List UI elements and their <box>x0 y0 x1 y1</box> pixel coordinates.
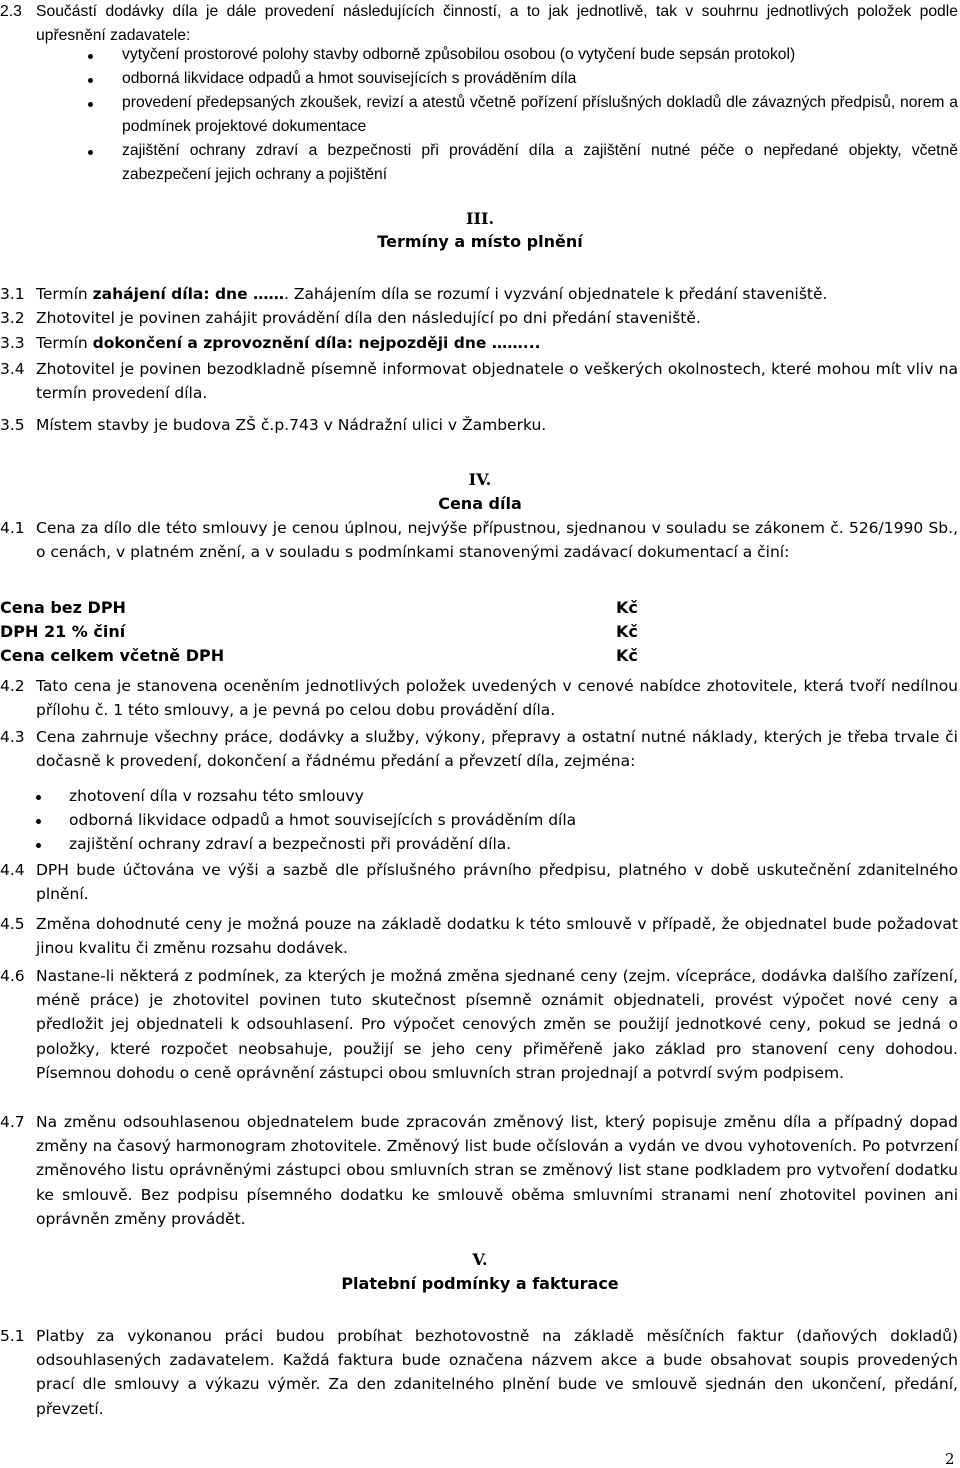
clause-text: Zhotovitel je povinen bezodkladně písemně informovat objednatele o veškerých okolnostech, které mohou mít vliv na termín provedení díla. <box>36 360 958 403</box>
clause-number: 3.3 <box>0 334 25 352</box>
price-label: DPH 21 % činí <box>0 622 126 641</box>
clause-4-7 <box>0 1110 958 1231</box>
bullet-icon <box>88 78 93 83</box>
clause-number: 4.4 <box>0 861 25 879</box>
clause-number: 4.5 <box>0 915 25 933</box>
clause-3-3 <box>0 331 958 355</box>
bullet-icon <box>88 54 93 59</box>
list-item-text: vytyčení prostorové polohy stavby odborně způsobilou osobou (o vytyčení bude sepsán protokol) <box>122 46 796 63</box>
clause-number: 3.4 <box>0 360 25 378</box>
clause-text: Cena za dílo dle této smlouvy je cenou úplnou, nejvýše přípustnou, sjednanou v souladu se zákonem č. 526/1990 Sb., o cenách, v platném znění, a v souladu s podmínkami stanovenými zadávací dokumentací a činí: <box>36 519 958 562</box>
section-title: Termíny a místo plnění <box>377 232 583 251</box>
clause-text: Tato cena je stanovena oceněním jednotlivých položek uvedených v cenové nabídce zhotovitele, která tvoří nedílnou přílohu č. 1 této smlouvy, a je pevná po celou dobu provádění díla. <box>36 677 958 720</box>
clause-text: Zhotovitel je povinen zahájit provádění díla den následující po dni předání staveniště. <box>36 309 701 327</box>
list-item-text: odborná likvidace odpadů a hmot souvisejících s prováděním díla <box>122 70 577 87</box>
clause-text: Na změnu odsouhlasenou objednatelem bude zpracován změnový list, který popisuje změnu díla a případný dopad změny na časový harmonogram zhotovitele. Změnový list bude očíslován a vydán ve dvou vyhotoveních. Po potvrzení změnového listu oprávněnými zástupci obou smluvních stran se změnový list stane podkladem pro vytvoření dodatku ke smlouvě. Bez podpisu písemného dodatku ke smlouvě oběma smluvními stranami není zhotovitel povinen ani oprávněn změny provádět. <box>36 1113 958 1228</box>
clause-number: 4.6 <box>0 967 25 985</box>
clause-number: 3.1 <box>0 285 25 303</box>
clause-4-2 <box>0 674 958 722</box>
list-item-text: odborná likvidace odpadů a hmot souvisejících s prováděním díla <box>69 811 577 829</box>
section-number: V. <box>472 1250 488 1269</box>
clause-5-1 <box>0 1324 958 1421</box>
clause-4-1 <box>0 516 958 564</box>
clause-text: Součástí dodávky díla je dále provedení následujících činností, a to jak jednotlivě, tak v souhrnu jednotlivých položek podle upřesnění zadavatele: <box>36 3 958 45</box>
list-item-text: zhotovení díla v rozsahu této smlouvy <box>69 787 364 805</box>
clause-text: Termín dokončení a zprovoznění díla: nejpozději dne ……... <box>36 334 541 352</box>
clause-number: 5.1 <box>0 1327 25 1345</box>
price-unit: Kč <box>616 622 638 641</box>
clause-text: DPH bude účtována ve výši a sazbě dle příslušného právního předpisu, platného v době uskutečnění zdanitelného plnění. <box>36 861 958 904</box>
clause-number: 3.2 <box>0 309 25 327</box>
price-unit: Kč <box>616 598 638 617</box>
bullet-icon <box>88 150 93 155</box>
section-title: Platební podmínky a fakturace <box>341 1274 619 1293</box>
clause-4-6 <box>0 964 958 1085</box>
clause-number: 4.7 <box>0 1113 25 1131</box>
clause-3-5 <box>0 413 958 437</box>
section-number: III. <box>465 209 495 228</box>
price-label: Cena celkem včetně DPH <box>0 646 225 665</box>
page-number: 2 <box>945 1450 955 1468</box>
list-item-text: zajištění ochrany zdraví a bezpečnosti při provádění díla a zajištění nutné péče o nepředané objekty, včetně zabezpečení jejich ochrany a pojištění <box>122 142 958 184</box>
bullet-icon <box>36 843 41 848</box>
section-title: Cena díla <box>438 494 522 513</box>
clause-number: 3.5 <box>0 416 25 434</box>
clause-3-4 <box>0 357 958 405</box>
bullet-icon <box>88 102 93 107</box>
clause-3-1 <box>0 282 958 306</box>
clause-number: 4.2 <box>0 677 25 695</box>
price-label: Cena bez DPH <box>0 598 126 617</box>
clause-text: Nastane-li některá z podmínek, za kterých je možná změna sjednané ceny (zejm. vícepráce, dodávka dalšího zařízení, méně práce) je zhotovitel povinen tuto skutečnost písemně oznámit objednateli, provést výpočet nové ceny a předložit jej objednateli k odsouhlasení. Pro výpočet cenových změn se použijí jednotkové ceny, pokud se jedná o položky, které rozpočet neobsahuje, použijí se jeho ceny přiměřeně jako základ pro stanovení ceny dohodou. Písemnou dohodu o ceně oprávnění zástupci obou smluvních stran projednají a potvrdí svým podpisem. <box>36 967 958 1082</box>
bullet-icon <box>36 795 41 800</box>
clause-number: 2.3 <box>0 3 22 20</box>
list-item-text: zajištění ochrany zdraví a bezpečnosti při provádění díla. <box>69 835 512 853</box>
clause-2-3 <box>0 0 958 48</box>
section-number: IV. <box>468 470 492 489</box>
price-unit: Kč <box>616 646 638 665</box>
bullet-icon <box>36 819 41 824</box>
list-item-text: provedení předepsaných zkoušek, revizí a atestů včetně pořízení příslušných dokladů dle závazných předpisů, norem a podmínek projektové dokumentace <box>122 94 958 136</box>
clause-text: Místem stavby je budova ZŠ č.p.743 v Nádražní ulici v Žamberku. <box>36 416 547 434</box>
clause-3-2 <box>0 306 958 330</box>
clause-number: 4.1 <box>0 519 25 537</box>
clause-number: 4.3 <box>0 728 25 746</box>
clause-4-4 <box>0 858 958 906</box>
clause-text: Cena zahrnuje všechny práce, dodávky a služby, výkony, přepravy a ostatní nutné náklady, kterých je třeba trvale či dočasně k provedení, dokončení a řádnému předání a převzetí díla, zejména: <box>36 728 958 771</box>
clause-4-3 <box>0 725 958 773</box>
clause-4-5 <box>0 912 958 960</box>
clause-text: Platby za vykonanou práci budou probíhat bezhotovostně na základě měsíčních faktur (daňových dokladů) odsouhlasených zadavatelem. Každá faktura bude označena názvem akce a bude obsahovat soupis provedených prací dle smlouvy a výkazu výměr. Za den zdanitelného plnění bude ve smlouvě sjednán den ukončení, předání, převzetí. <box>36 1327 958 1418</box>
clause-text: Změna dohodnuté ceny je možná pouze na základě dodatku k této smlouvě v případě, že objednatel bude požadovat jinou kvalitu či změnu rozsahu dodávek. <box>36 915 958 958</box>
clause-text: Termín zahájení díla: dne ……. Zahájením díla se rozumí i vyzvání objednatele k předání staveniště. <box>36 285 828 303</box>
